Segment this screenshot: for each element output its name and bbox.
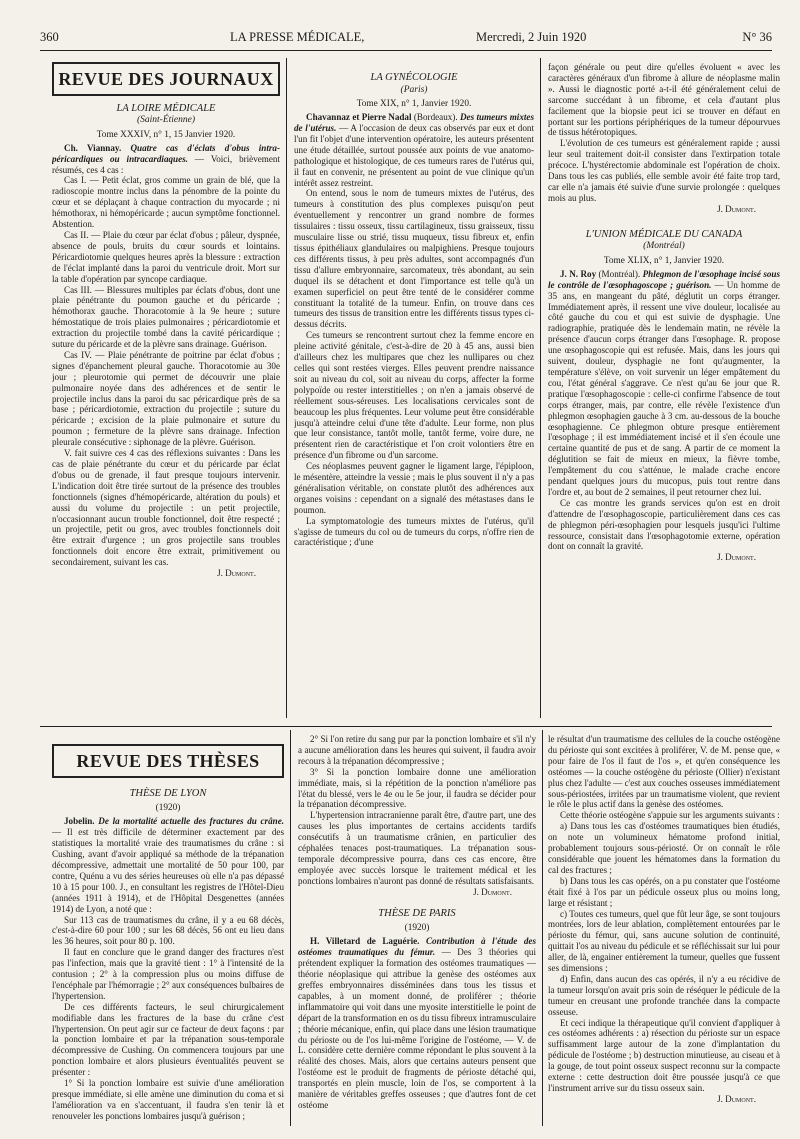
column-divider xyxy=(542,730,543,1126)
signature: J. Dumont. xyxy=(217,568,256,579)
article-heading xyxy=(548,269,780,498)
paragraph: Il faut en conclure que le grand danger des fractures n'est pas l'infection, mais que la gravité tient : 1° à l'intensité de la contusion ; 2° à la compression plus ou moins diffuse de l'encéphale par l'hémorragie ; 2° aux conséquences bulbaires de l'hypertension. xyxy=(52,947,284,1001)
paragraph: Cas I. — Petit éclat, gros comme un grain de blé, que la radioscopie montre inclus dans la pénombre de la pointe du cœur et se déplaçant à chaque contraction du myocarde ; ni hémothorax, ni hémopéricarde ; aucun symptôme fonctionnel. Abstention. xyxy=(52,175,280,230)
paragraph: Ces néoplasmes peuvent gagner le ligament large, l'épiploon, le mésentère, atteindre la vessie ; mais le plus souvent il n'y a pas généralisation véritable, on constate plutôt des adhérences aux organes voisins : cependant on a signalé des métastases dans le poumon. xyxy=(294,461,534,515)
paragraph: 1° Si la ponction lombaire est suivie d'une amélioration presque immédiate, si elle amène une diminution du coma et si l'amélioration va en s'accentuant, il faudra s'en tenir là et renouveler les ponctions lombaires jusqu'à guérison ; xyxy=(52,1078,284,1121)
header-rule xyxy=(40,50,772,51)
paragraph: Sur 113 cas de traumatismes du crâne, il y a eu 68 décès, c'est-à-dire 60 pour 100 ; sur les 68 décès, 56 ont eu lieu dans les 36 heures, soit pour 80 p. 100. xyxy=(52,914,284,947)
journal-title: LA LOIRE MÉDICALE xyxy=(116,102,216,114)
journal-name: LA PRESSE MÉDICALE, xyxy=(230,30,365,44)
article-author: Jobelin. xyxy=(64,816,95,827)
paragraph: 3° Si la ponction lombaire donne une amélioration immédiate, mais, si la répétition de la ponction n'améliore pas l'état du blessé, vers le 4e ou le 5e jour, il faudra se décider pour la trépanation décompressive. xyxy=(298,766,536,810)
article-author: Ch. Viannay. xyxy=(64,142,122,153)
paragraph: L'évolution de ces tumeurs est généralement rapide ; aussi leur seul traitement doit-il consister dans l'extirpation totale précoce. L'hystérectomie abdominale est l'opération de choix. Dans tous les cas publiés, elle semble avoir été faite trop tard, car elle n'a jamais été suivie d'une survie prolongée : quelques mois au plus. xyxy=(548,138,780,203)
article-heading xyxy=(294,112,534,188)
article-text: — Il est très difficile de déterminer exactement par des statistiques la mortalité vraie des traumatismes du crâne : si Cushing, avant d'avoir appliqué sa méthode de la trépanation décompressive, admettait une mortalité de 50 pour 100, par contre, Quénu a vu des séries heureuses où elle n'a pas dépassé 10 à 15 pour 100. J., en consultant les registres de l'Hôtel-Dieu (années 1911 à 1914), et de l'Hôpital Desgenettes (années 1914) de Lyon, a noté que : xyxy=(52,827,284,914)
paragraph: 2° Si l'on retire du sang pur par la ponction lombaire et s'il n'y a aucune amélioration dans les heures qui suivent, il faudra avoir recours à la trépanation décompressive ; xyxy=(298,734,536,766)
article-text: — A l'occasion de deux cas observés par eux et dont l'un fit l'objet d'une intervention opératoire, les auteurs présentent une étude détaillée, surtout poussée aux points de vue anatomo-pathologique et histologique, de ces tumeurs rares de l'utérus qui, il faut en convenir, ne présentent au point de vue clinique qu'un intérêt assez restreint. xyxy=(294,123,534,188)
issue-date: Mercredi, 2 Juin 1920 xyxy=(476,30,587,44)
article-heading xyxy=(52,816,284,914)
paragraph: le résultat d'un traumatisme des cellules de la couche ostéogène du périoste qui sont excitées à proliférer, V. de M. pense que, « pour faire de l'os il faut de l'os », et qu'en conséquence les ostéomes — la couche ostéogène du périoste (Ollier) n'existant plus chez l'adulte — c'est aux couches osseuses immédiatement sous-périostées, irritées par un traumatisme violent, que revient le rôle le plus actif dans la genèse des ostéomes. xyxy=(548,734,780,810)
page-number: 360 xyxy=(40,30,59,44)
journal-title: L'UNION MÉDICALE DU CANADA xyxy=(585,228,743,240)
paragraph: La symptomatologie des tumeurs mixtes de l'utérus, qu'il s'agisse de tumeurs du col ou de tumeurs du corps, n'offre rien de caractéristique ; d'une xyxy=(294,515,534,548)
paragraph: On entend, sous le nom de tumeurs mixtes de l'utérus, des tumeurs à constitution des plus complexes puisqu'on peut éventuellement y rencontrer un grand nombre de formes tissulaires : tissu osseux, tissu cartilagineux, tissu graisseux, tissu musculaire lisse ou strié, tissu muqueux, tissu fibreux et, enfin tissus épithéliaux glandulaires ou malpighiens. Presque toujours ces différents tissus, à peu près adultes, sont accompagnés d'un tissu d'allure embryonnaire, sarcomateux, très abondant, au sein duquel ils se détachent et dont l'importance est telle qu'à un examen superficiel on peut être tenté de le considérer comme constituant la totalité de la tumeur. Enfin, on trouve dans ces tumeurs des tissus de transition entre les différents tissus types ci-dessus décrits. xyxy=(294,188,534,330)
paragraph: Et ceci indique la thérapeutique qu'il convient d'appliquer à ces ostéomes adhérents : a) résection du périoste sur un espace suffisamment large autour de la zone d'implantation du pédicule de l'ostéome ; b) destruction minutieuse, au ciseau et à la gouge, de tout point osseux suspect reconnu sur la compacte externe : cette destruction doit être poussée jusqu'à ce que l'instrument arrive sur du tissu osseux sain. xyxy=(548,1017,780,1093)
article-heading xyxy=(52,143,280,176)
paragraph: Cas II. — Plaie du cœur par éclat d'obus ; pâleur, dyspnée, absence de pouls, bruits du cœur sourds et lointains. Péricardiotomie quelques heures après la blessure : extraction de l'éclat implanté dans la paroi du ventricule droit. Mort sur la table d'opération par syncope cardiaque. xyxy=(52,229,280,284)
paragraph: a) Dans tous les cas d'ostéomes traumatiques bien étudiés, on note un volumineux hématome profond initial, probablement toujours sous-périosté. Or on connaît le rôle considérable que jouent les hématomes dans la formation du cal des fractures ; xyxy=(548,821,780,875)
article-title: De la mortalité actuelle des fractures du crâne. xyxy=(98,816,284,827)
journal-place: (Montréal) xyxy=(643,241,685,252)
article-place: (Montréal). xyxy=(598,268,641,279)
section-rule xyxy=(40,726,772,727)
journal-volume: Tome XLIX, n° 1, Janvier 1920. xyxy=(603,255,725,266)
column-3 xyxy=(548,62,780,718)
article-heading xyxy=(298,936,536,1111)
article-author: J. N. Roy xyxy=(560,268,597,279)
column-divider xyxy=(290,730,291,1126)
journal-title: LA GYNÉCOLOGIE xyxy=(370,72,458,83)
article-intro: — Voici, brièvement résumés, ces 4 cas : xyxy=(52,153,280,175)
column-2 xyxy=(294,62,534,718)
column-divider xyxy=(540,58,541,718)
article-text: — Un homme de 35 ans, en mangeant du pâté, déglutit un corps étranger. Immédiatement après, il ressent une vive douleur, localisée au côté gauche du cou et qui est suivie de dysphagie. Une radiographie, pratiquée dès le lendemain matin, ne révèle la présence d'aucun corps étranger dans l'œsophage. R. propose une œsophagoscopie qui est refusée. Mais, dans les jours qui suivent, douleur, dysphagie ne font qu'augmenter, la température s'élève, on voit survenir un léger empâtement du cou, l'état général s'aggrave. Ce n'est qu'au 6e jour que R. pratique l'œsophagoscopie : celle-ci confirme l'absence de tout corps étranger, mais, par contre, elle révèle l'existence d'un phlegmon œsophagien gauche à 3 cm. au-dessous de la bouche œsophagienne. Ce phlegmon obture presque entièrement l'œsophage ; il est immédiatement incisé et il s'en écoule une certaine quantité de pus et de sang. A partir de ce moment la déglutition se fait de mieux en mieux, la fièvre tombe, l'empâtement du cou s'atténue, le malade crache encore pendant quelques jours du mucopus, puis tout rentre dans l'ordre et, au bout de 2 semaines, il peut retourner chez lui. xyxy=(548,279,780,497)
journal-place: (Saint-Étienne) xyxy=(136,115,196,126)
journal-volume: Tome XXXIV, n° 1, 15 Janvier 1920. xyxy=(96,129,236,140)
paragraph: De ces différents facteurs, le seul chirurgicalement modifiable dans les fractures de la base du crâne c'est l'hypertension. On peut agir sur ce facteur de deux façons : par la ponction lombaire et par la trépanation sous-temporale décompressive de Cushing. On commencera toujours par une ponction lombaire et alors plusieurs éventualités peuvent se présenter : xyxy=(52,1001,284,1078)
column-1 xyxy=(52,62,280,718)
paragraph: Cette théorie ostéogène s'appuie sur les arguments suivants : xyxy=(560,810,780,821)
section-title: REVUE DES THÈSES xyxy=(52,744,284,778)
signature: J. Dumont. xyxy=(717,203,756,214)
signature: J. Dumont. xyxy=(717,1093,756,1104)
paragraph: Cas III. — Blessures multiples par éclats d'obus, dont une plaie pénétrante du poumon gauche et du péricarde ; hémothorax gauche. Thoracotomie à la 9e heure ; suture hémostatique de trois plaies pulmonaires ; péricardiotomie et extraction du projectile tombé dans la cavité péricardique ; suture du péricarde et de la plèvre sans drainage. Guérison. xyxy=(52,284,280,350)
paragraph: b) Dans tous les cas opérés, on a pu constater que l'ostéome était fixé à l'os par un pédicule osseux plus ou moins long, large et résistant ; xyxy=(548,875,780,908)
paragraph: Ce cas montre les grands services qu'on est en droit d'attendre de l'œsophagoscopie, particulièrement dans ces cas de phlegmon péri-œsophagien pour lesquels jusqu'ici l'ultime ressource, consistait dans l'œsophagotomie externe, opération dont on connaît la gravité. xyxy=(548,497,780,552)
signature: J. Dumont. xyxy=(473,886,512,897)
paragraph: L'hypertension intracranienne paraît être, d'autre part, une des causes les plus importantes de certains accidents tardifs consécutifs à un traumatisme crânien, en particulier des céphalées tenaces post-traumatiques. La trépanation sous-temporale décompressive pourra, dans ces cas encore, être employée avec succès lorsque le traitement médical et les ponctions lombaires n'auront pas donné de résultats satisfaisants. xyxy=(298,810,536,886)
column-5 xyxy=(298,734,536,1126)
article-author: Chavannaz et Pierre Nadal xyxy=(306,112,412,123)
article-title: Des tumeurs mixtes de l'utérus. xyxy=(294,112,534,134)
article-place: (Bordeaux). xyxy=(413,112,458,123)
paragraph: d) Enfin, dans aucun des cas opérés, il n'y a eu récidive de la tumeur lorsqu'on avait pris soin de réséquer le pédicule de la tumeur en creusant une profonde tranchée dans la compacte osseuse. xyxy=(548,973,780,1017)
these-title: THÈSE DE LYON xyxy=(129,787,207,799)
issue-number: N° 36 xyxy=(742,30,772,44)
journal-place: (Paris) xyxy=(400,84,428,95)
section-title: REVUE DES JOURNAUX xyxy=(52,62,280,96)
column-divider xyxy=(286,58,287,718)
page-header xyxy=(40,30,772,50)
these-year: (1920) xyxy=(155,803,181,814)
article-author: H. Villetard de Laguérie. xyxy=(310,936,420,947)
paragraph: c) Toutes ces tumeurs, quel que fût leur âge, se sont toujours montrées, lors de leur ablation, complètement entourées par le périoste du fémur, qui, sans aucune solution de continuité, quittait l'os au niveau du pédicule et se réfléchissait sur lui pour aller, de là, engainer entièrement la tumeur, quelles que fussent ses dimensions ; xyxy=(548,908,780,974)
paragraph: Ces tumeurs se rencontrent surtout chez la femme encore en pleine activité génitale, c'est-à-dire de 20 à 45 ans, aussi bien d'ailleurs chez les multipares que chez les nullipares ou chez celles qui sont restées vierges. Elles peuvent prendre naissance soit au niveau du col, soit au niveau du corps, affecter la forme polypoïde ou rester interstitielles ; on n'en a jamais observé de réellement sous-séreuses. Les localisations cervicales sont de beaucoup les plus fréquentes. Leur volume peut être considérable jusqu'à atteindre celui d'une tête d'adulte. Leur forme, non plus que leur consistance, tantôt molle, tantôt ferme, voire dure, ne présentent rien de caractéristique et l'on croit volontiers être en présence d'un fibrome ou d'un sarcome. xyxy=(294,330,534,461)
journal-volume: Tome XIX, n° 1, Janvier 1920. xyxy=(356,98,472,109)
article-text: — Des 3 théories qui prétendent expliquer la formation des ostéomes traumatiques — théorie néoplasique qui attribue la genèse des ostéomes aux greffes embryonnaires disséminées dans tous les tissus et capables, à un moment donné, de proliférer ; théorie inflammatoire qui voit dans une myosite interstitielle le point de départ de la transformation en os du tissu fibreux intramusculaire ; théorie mécanique, enfin, qui place dans une lésion traumatique du périoste ou de l'os lui-même l'origine de l'ostéome, — V. de L. considère cette dernière comme répondant le plus souvent à la réalité des choses. Mais, alors que certains auteurs pensent que l'ostéome est le produit de fragments de périoste détaché qui, transportés en plein muscle, loin de l'os, se comportent à la manière de véritables greffes osseuses ; que d'autres font de cet ostéome xyxy=(298,947,536,1110)
paragraph: Cas IV. — Plaie pénétrante de poitrine par éclat d'obus ; signes d'épanchement pleural gauche. Thoracotomie au 30e jour ; pleurotomie qui permet de découvrir une plaie pulmonaire noyée dans des adhérences et de sentir le projectile inclus dans la paroi du sac péricardique près de sa base ; péricardiotomie, extraction du projectile ; suture du péricarde ; excision de la plaie pulmonaire et suture du poumon ; fermeture de la plèvre sans drainage. Infection pleurale consécutive : siphonage de la plèvre. Guérison. xyxy=(52,349,280,448)
paragraph: façon générale ou peut dire qu'elles évoluent « avec les caractères généraux d'un fibrome à allure de néoplasme malin ». Aussi le diagnostic porté a-t-il été généralement celui de sarcome succédant à un fibrome, et cela d'autant plus facilement que la biopsie peut ici se trouver en défaut en portant sur les portions périphériques de la tumeur dépourvues de tissus hétérotopiques. xyxy=(548,62,780,138)
paragraph: V. fait suivre ces 4 cas des réflexions suivantes : Dans les cas de plaie pénétrante du cœur et du péricarde par éclat d'obus ou de grenade, il faut presque toujours intervenir. L'indication doit être tirée surtout de la présence des troubles fonctionnels (signes d'hémopéricarde, altération du pouls) et aussi du volume du projectile : un petit projectile, n'occasionnant aucun trouble fonctionnel, doit être respecté ; un projectile, petit ou gros, avec troubles fonctionnels doit être extrait d'urgence ; un gros projectile sans troubles fonctionnels doit encore être extrait, primitivement ou secondairement, suivant les cas. xyxy=(52,448,280,568)
these-title: THÈSE DE PARIS xyxy=(378,907,456,919)
signature: J. Dumont. xyxy=(717,552,756,563)
these-year: (1920) xyxy=(404,923,430,934)
article-title: Contribution à l'étude des ostéomes traumatiques du fémur. xyxy=(298,936,536,958)
article-title: Quatre cas d'éclats d'obus intra-péricardiques ou intracardiaques. xyxy=(52,142,280,164)
column-4 xyxy=(52,734,284,1126)
article-title: Phlegmon de l'œsophage incisé sous le contrôle de l'œsophagoscope ; guérison. xyxy=(548,268,780,290)
column-6 xyxy=(548,734,780,1126)
